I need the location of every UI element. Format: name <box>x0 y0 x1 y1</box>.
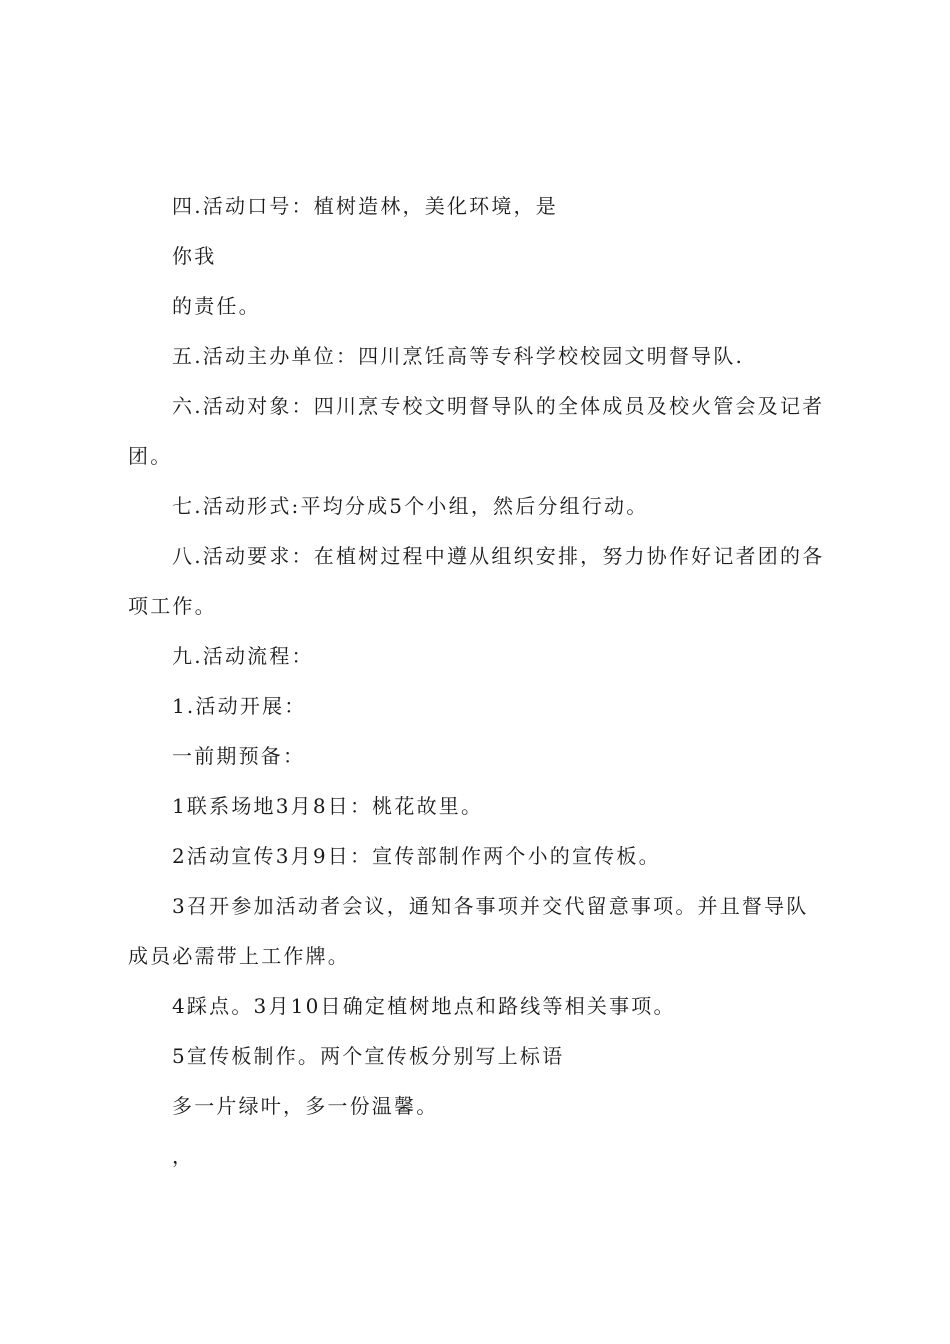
paragraph-trailing-comma: ， <box>172 1144 195 1168</box>
paragraph-slogan-cont-2: 的责任。 <box>172 294 261 318</box>
paragraph-requirements-cont: 项工作。 <box>128 594 217 618</box>
paragraph-participants-cont: 团。 <box>128 444 173 468</box>
list-item-scouting: 4踩点。3月10日确定植树地点和路线等相关事项。 <box>172 994 676 1018</box>
paragraph-process-heading: 九.活动流程： <box>172 644 314 668</box>
paragraph-process-step-1: 1.活动开展： <box>172 694 307 718</box>
list-item-meeting-cont: 成员必需带上工作牌。 <box>128 944 350 968</box>
paragraph-preparation: 一前期预备： <box>172 744 306 768</box>
paragraph-participants: 六.活动对象：四川烹专校文明督导队的全体成员及校火管会及记者 <box>172 394 825 418</box>
list-item-meeting: 3召开参加活动者会议，通知各事项并交代留意事项。并且督导队 <box>172 894 809 918</box>
paragraph-organizer: 五.活动主办单位：四川烹饪高等专科学校校园文明督导队. <box>172 344 745 368</box>
paragraph-requirements: 八.活动要求：在植树过程中遵从组织安排，努力协作好记者团的各 <box>172 544 825 568</box>
paragraph-slogan-cont-1: 你我 <box>172 244 217 268</box>
list-item-boards: 5宣传板制作。两个宣传板分别写上标语 <box>172 1044 565 1068</box>
list-item-venue: 1联系场地3月8日：桃花故里。 <box>172 794 484 818</box>
paragraph-format: 七.活动形式:平均分成5个小组，然后分组行动。 <box>172 494 649 518</box>
paragraph-slogan: 四.活动口号：植树造林，美化环境，是 <box>172 194 558 218</box>
list-item-promotion: 2活动宣传3月9日：宣传部制作两个小的宣传板。 <box>172 844 661 868</box>
paragraph-slogan-text: 多一片绿叶，多一份温馨。 <box>172 1094 439 1118</box>
